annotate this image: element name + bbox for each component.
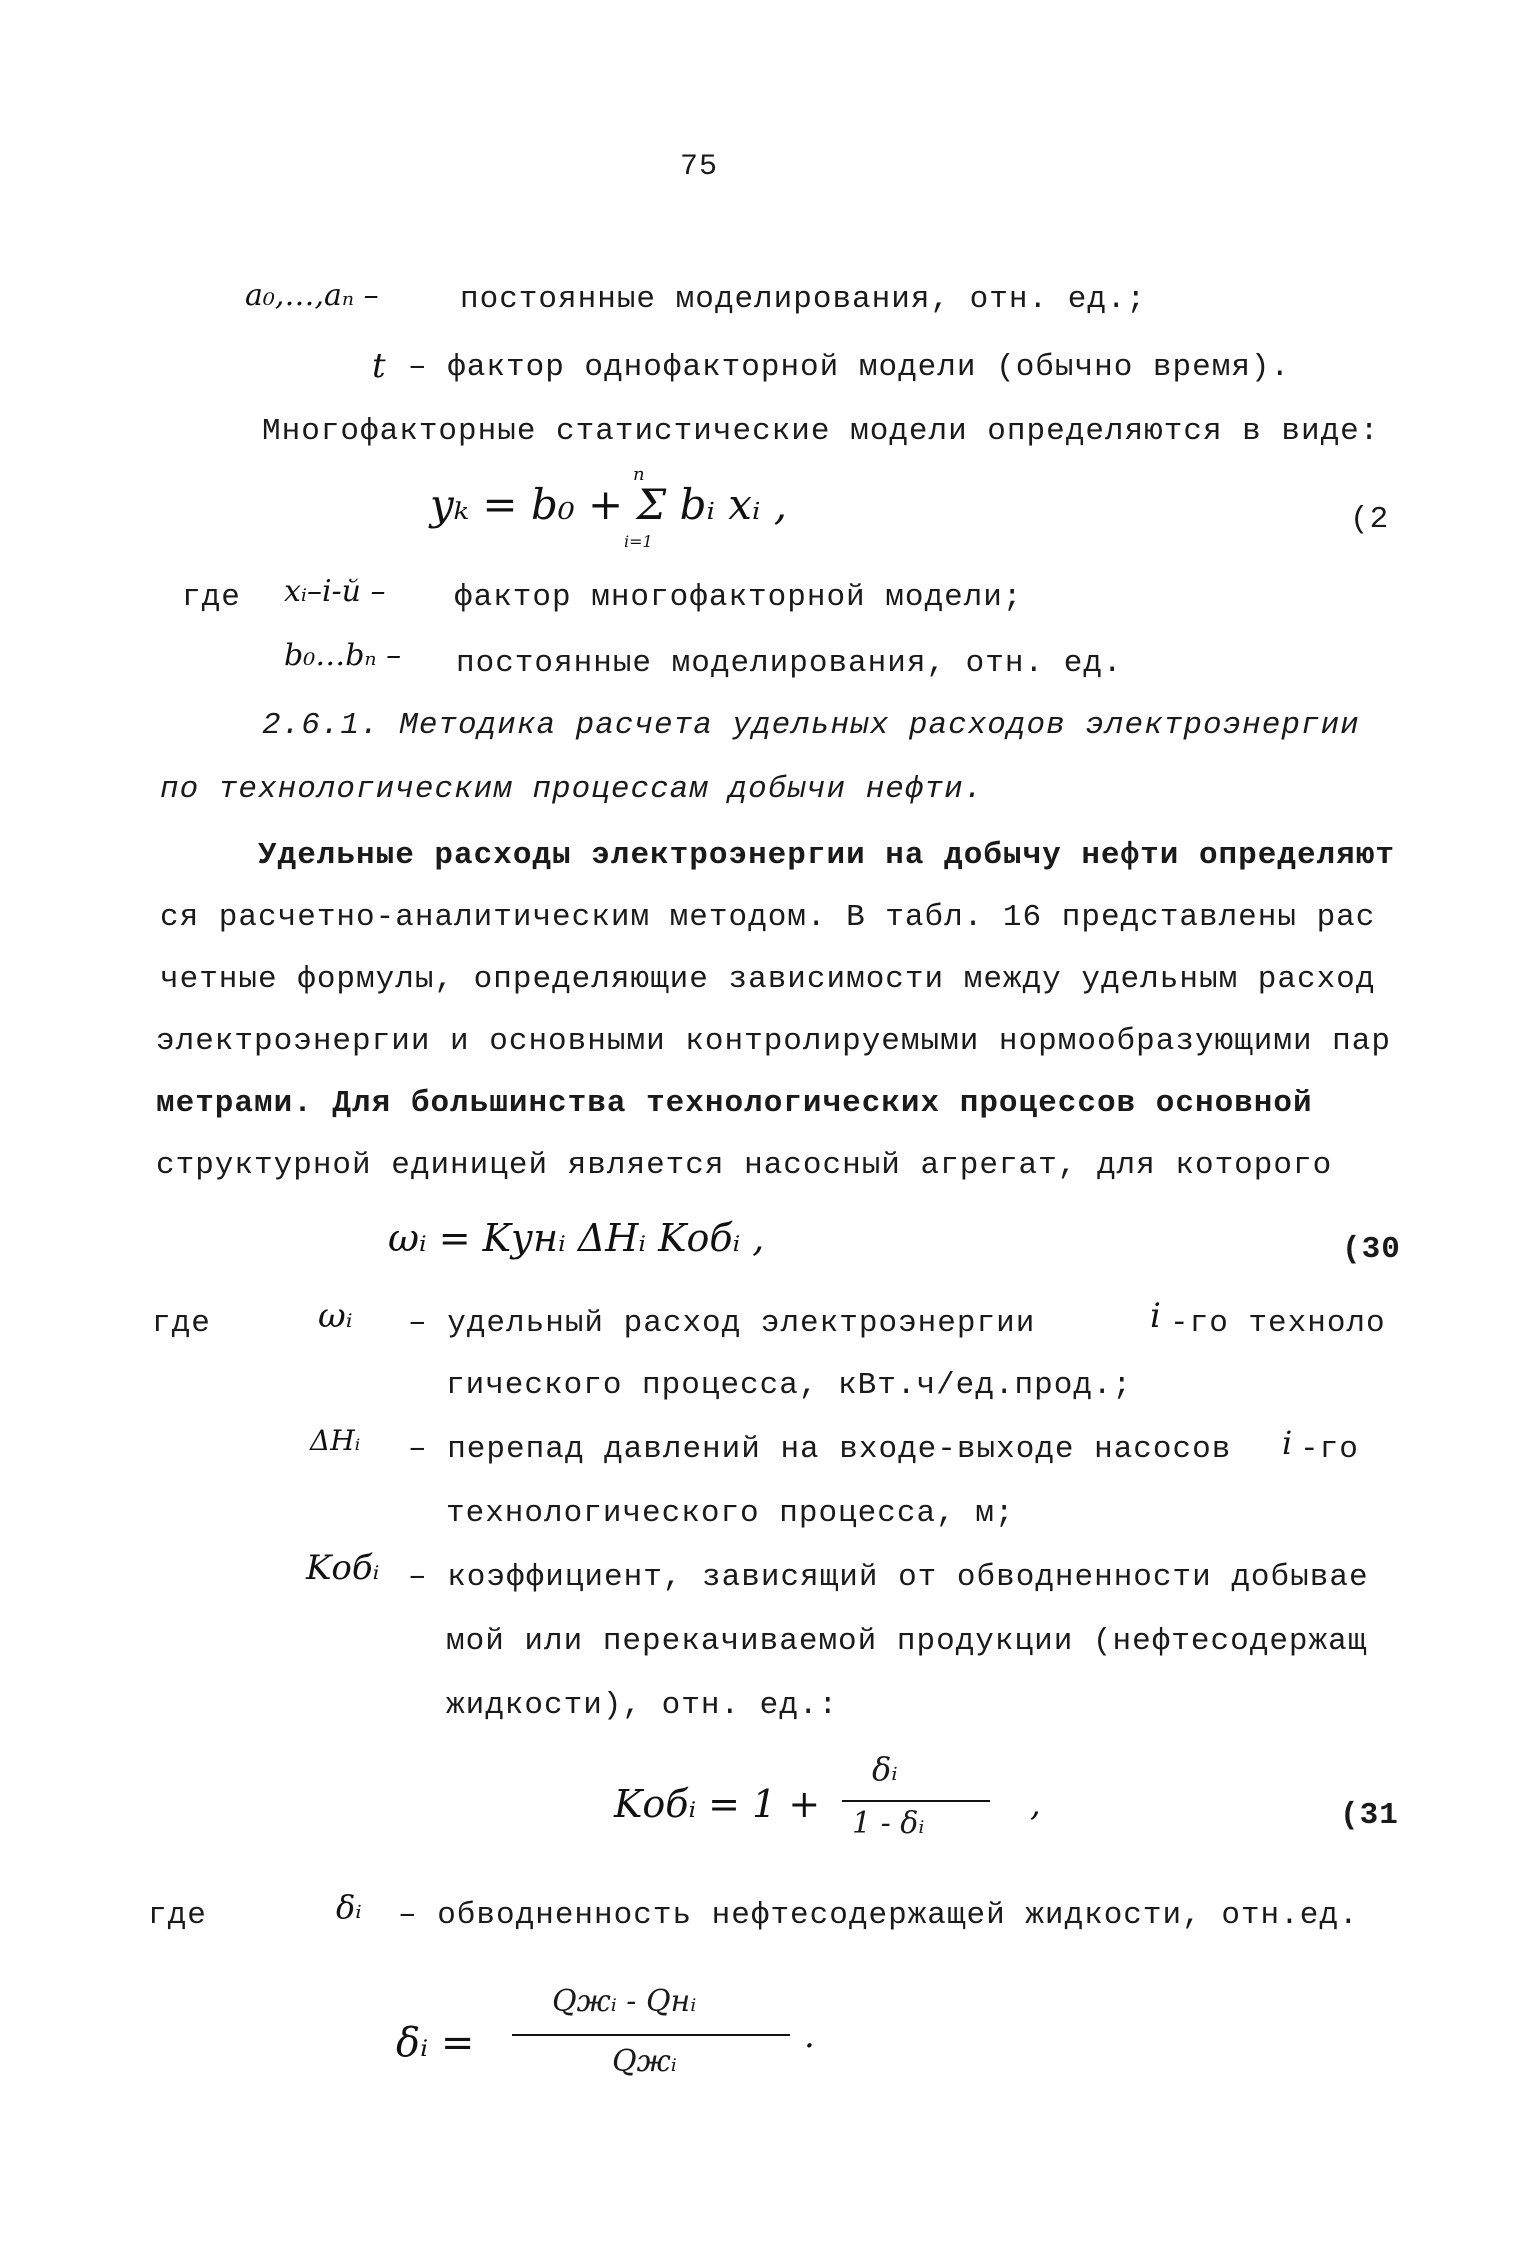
delta-description: – обводненность нефтесодержащей жидкости, отн.ед. <box>398 1898 1359 1933</box>
equation-2-sum-upper: n <box>633 464 645 485</box>
multifactor-intro: Многофакторные статистические модели определяются в виде: <box>262 414 1380 449</box>
equation-2-sum-lower: i=1 <box>624 532 653 551</box>
delta-h-description-3: технологического процесса, м; <box>446 1496 1015 1531</box>
time-factor-description: – фактор однофакторной модели (обычно время). <box>408 350 1291 385</box>
k-ob-description-1: – коэффициент, зависящий от обводненности добывае <box>408 1560 1369 1595</box>
paragraph-line-2: ся расчетно-аналитическим методом. В табл. 16 представлены рас <box>160 900 1376 935</box>
equation-31-numerator: δᵢ <box>872 1750 898 1788</box>
equation-30-number: (30 <box>1342 1232 1401 1267</box>
constants-description: постоянные моделирования, отн. ед.; <box>460 282 1147 317</box>
equation-32-period: . <box>804 2016 815 2056</box>
omega-symbol: ωᵢ <box>318 1296 353 1336</box>
omega-description-3: гического процесса, кВт.ч/ед.прод.; <box>446 1368 1133 1403</box>
equation-32-fraction-bar <box>512 2034 790 2036</box>
section-title-line-1: 2.6.1. Методика расчета удельных расходов электроэнергии <box>262 708 1360 743</box>
equation-31-number: (31 <box>1340 1798 1399 1833</box>
paragraph-line-3: четные формулы, определяющие зависимости между удельным расход <box>160 962 1376 997</box>
paragraph-line-4: электроэнергии и основными контролируемыми нормообразующими пар <box>156 1024 1391 1059</box>
equation-31-fraction-bar <box>842 1800 990 1802</box>
delta-h-index-i: i <box>1282 1424 1293 1462</box>
b-constants-symbol: b₀…bₙ – <box>284 638 402 673</box>
equation-30: ωᵢ = Kунᵢ ΔHᵢ Kобᵢ , <box>388 1216 765 1260</box>
where-label-2: где <box>152 1306 211 1341</box>
omega-index-i: i <box>1150 1296 1161 1336</box>
section-title-line-2: по технологическим процессам добычи нефти. <box>160 772 984 807</box>
k-ob-symbol: Kобᵢ <box>306 1548 380 1588</box>
delta-h-description-1: – перепад давлений на входе-выходе насосов <box>408 1432 1232 1467</box>
equation-32-denominator: Qжᵢ <box>612 2044 677 2079</box>
x-factor-description: фактор многофакторной модели; <box>454 580 1023 615</box>
paragraph-line-1: Удельные расходы электроэнергии на добычу нефти определяют <box>258 838 1395 873</box>
equation-31-comma: , <box>1030 1784 1041 1824</box>
equation-2: yₖ = b₀ + Σ bᵢ xᵢ , <box>430 480 788 529</box>
page-number: 75 <box>680 150 719 184</box>
equation-2-number: (2 <box>1350 502 1390 537</box>
where-label-1: где <box>182 580 241 615</box>
where-label-3: где <box>148 1898 207 1933</box>
x-factor-symbol: xᵢ–i-й – <box>284 574 386 609</box>
constants-symbol: a₀,…,aₙ – <box>245 278 379 313</box>
k-ob-description-2: мой или перекачиваемой продукции (нефтесодержащ <box>446 1624 1368 1659</box>
time-factor-symbol: t <box>372 346 386 386</box>
b-constants-description: постоянные моделирования, отн. ед. <box>456 646 1123 681</box>
equation-32-numerator: Qжᵢ - Qнᵢ <box>552 1984 697 2019</box>
paragraph-line-6: структурной единицей является насосный агрегат, для которого <box>156 1148 1333 1183</box>
equation-31-denominator: 1 - δᵢ <box>852 1806 925 1841</box>
paragraph-line-5: метрами. Для большинства технологических процессов основной <box>156 1086 1313 1121</box>
delta-h-symbol: ΔHᵢ <box>310 1424 361 1457</box>
delta-h-description-2: -го <box>1300 1432 1359 1467</box>
equation-31-lhs: Kобᵢ = 1 + <box>614 1782 821 1826</box>
omega-description-2: -го техноло <box>1170 1306 1386 1341</box>
omega-description-1: – удельный расход электроэнергии <box>408 1306 1036 1341</box>
k-ob-description-3: жидкости), отн. ед.: <box>446 1688 839 1723</box>
delta-symbol: δᵢ <box>336 1888 362 1926</box>
equation-32-lhs: δᵢ = <box>396 2020 475 2066</box>
